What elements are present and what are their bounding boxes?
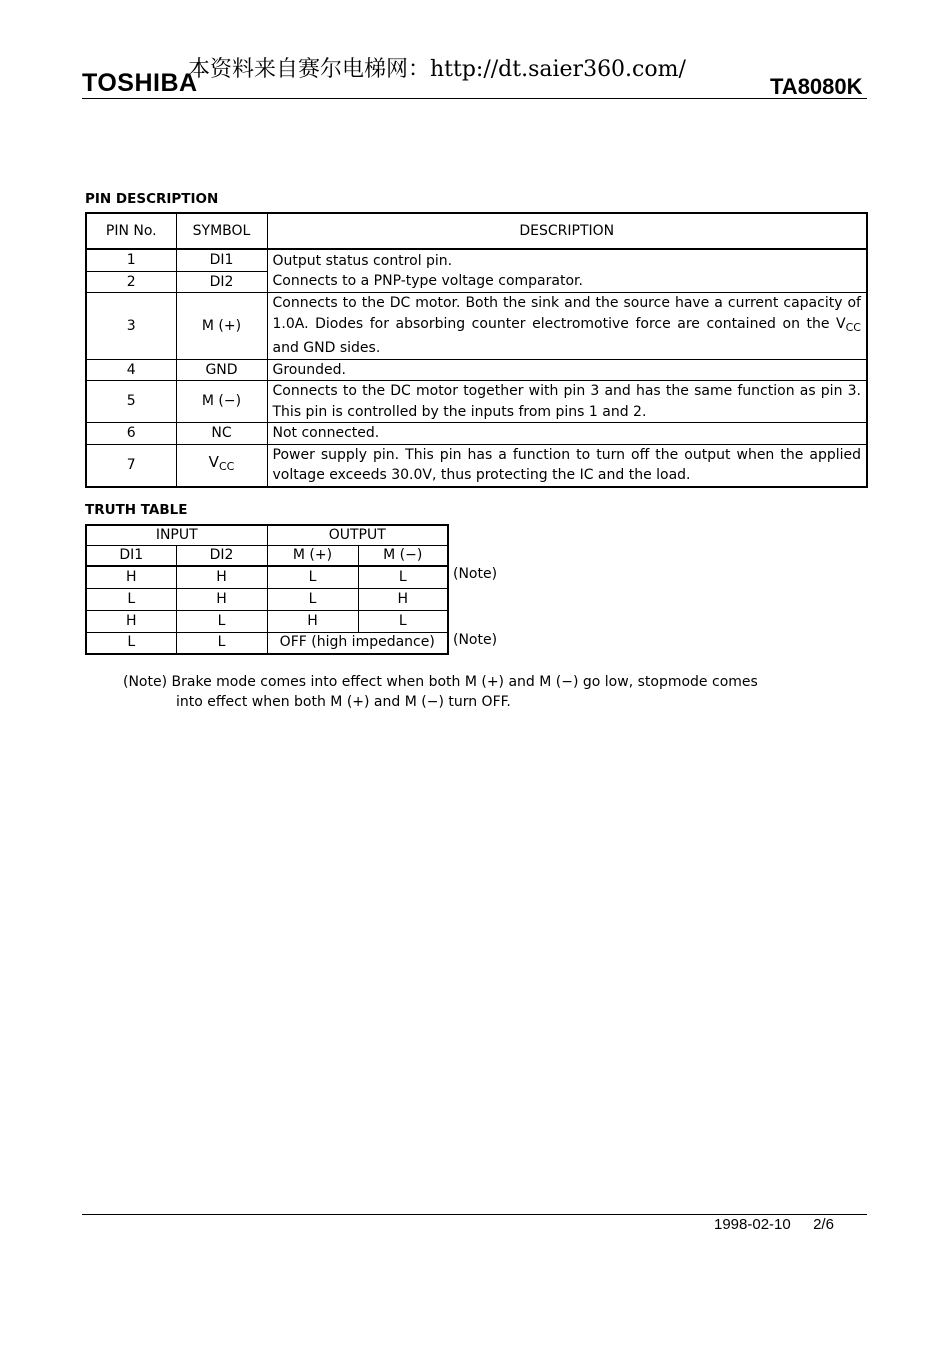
- pin-description-title: PIN DESCRIPTION: [85, 191, 219, 207]
- pin-description: [267, 249, 867, 293]
- table-cell: L: [176, 610, 267, 632]
- symbol-base: V: [208, 453, 219, 472]
- pin-number: 3: [86, 293, 176, 360]
- header-rule: [82, 98, 867, 99]
- footnote-line: into effect when both M (+) and M (−) turn OFF.: [176, 694, 511, 710]
- pin-symbol: DI2: [176, 271, 267, 293]
- table-row: [86, 632, 448, 654]
- table-header-row: [86, 213, 867, 249]
- pin-number: 4: [86, 359, 176, 381]
- pin-number: 5: [86, 381, 176, 423]
- pin-symbol: DI1: [176, 249, 267, 271]
- table-cell: L: [267, 588, 358, 610]
- page-number: 2/6: [813, 1216, 834, 1233]
- table-cell: H: [86, 566, 176, 588]
- table-cell: H: [358, 588, 448, 610]
- description-line: Connects to a PNP-type voltage comparator.: [272, 273, 583, 289]
- column-header: DESCRIPTION: [267, 213, 867, 249]
- table-header-row: [86, 546, 448, 567]
- watermark-text: 本资料来自赛尔电梯网：http://dt.saier360.com/: [188, 57, 686, 82]
- column-header: M (+): [267, 546, 358, 567]
- column-header: PIN No.: [86, 213, 176, 249]
- truth-table: [85, 524, 449, 655]
- table-cell: H: [86, 610, 176, 632]
- truth-note-marker: (Note): [453, 632, 498, 648]
- footer-date: 1998-02-10: [714, 1216, 791, 1233]
- table-cell: OFF (high impedance): [267, 632, 448, 654]
- column-header: SYMBOL: [176, 213, 267, 249]
- truth-table-title: TRUTH TABLE: [85, 502, 188, 518]
- table-row: [86, 381, 867, 423]
- pin-symbol: M (+): [176, 293, 267, 360]
- table-row: [86, 566, 448, 588]
- pin-description-table: [85, 212, 868, 488]
- pin-symbol: GND: [176, 359, 267, 381]
- column-header: DI2: [176, 546, 267, 567]
- table-cell: H: [267, 610, 358, 632]
- description-subscript: CC: [845, 320, 861, 334]
- pin-description: Not connected.: [267, 423, 867, 445]
- pin-number: 1: [86, 249, 176, 271]
- table-row: [86, 423, 867, 445]
- table-row: [86, 293, 867, 360]
- pin-symbol: [176, 444, 267, 487]
- pin-description: [267, 293, 867, 360]
- table-cell: H: [176, 588, 267, 610]
- description-text: Connects to the DC motor. Both the sink and the source have a current capacity of 1.0A. Diodes for absorbing counter electromotive force are contained on the V: [272, 295, 861, 332]
- table-cell: L: [267, 566, 358, 588]
- table-row: [86, 249, 867, 271]
- description-line: Output status control pin.: [272, 252, 453, 269]
- column-header: M (−): [358, 546, 448, 567]
- part-number: TA8080K: [770, 74, 863, 99]
- table-row: [86, 588, 448, 610]
- footnote-line: (Note) Brake mode comes into effect when both M (+) and M (−) go low, stopmode comes: [123, 674, 758, 690]
- footer: [714, 1216, 834, 1234]
- pin-symbol: NC: [176, 423, 267, 445]
- table-cell: L: [176, 632, 267, 654]
- group-header-output: OUTPUT: [267, 525, 448, 546]
- table-cell: L: [358, 610, 448, 632]
- pin-number: 7: [86, 444, 176, 487]
- pin-number: 2: [86, 271, 176, 293]
- symbol-subscript: CC: [218, 460, 235, 474]
- table-row: [86, 444, 867, 487]
- pin-description: Grounded.: [267, 359, 867, 381]
- group-header-input: INPUT: [86, 525, 267, 546]
- footer-rule: [82, 1214, 867, 1215]
- pin-description: Power supply pin. This pin has a function to turn off the output when the applied voltage exceeds 30.0V, thus protecting the IC and the load.: [267, 444, 867, 487]
- description-text: and GND sides.: [272, 340, 381, 356]
- table-row: [86, 610, 448, 632]
- footnote: [123, 672, 843, 712]
- table-header-row: [86, 525, 448, 546]
- table-cell: L: [86, 588, 176, 610]
- brand-logo: TOSHIBA: [82, 69, 198, 97]
- table-cell: L: [86, 632, 176, 654]
- table-cell: H: [176, 566, 267, 588]
- column-header: DI1: [86, 546, 176, 567]
- table-cell: L: [358, 566, 448, 588]
- table-row: [86, 359, 867, 381]
- pin-description: Connects to the DC motor together with pin 3 and has the same function as pin 3. This pin is controlled by the inputs from pins 1 and 2.: [267, 381, 867, 423]
- pin-number: 6: [86, 423, 176, 445]
- truth-note-marker: (Note): [453, 566, 498, 582]
- pin-symbol: M (−): [176, 381, 267, 423]
